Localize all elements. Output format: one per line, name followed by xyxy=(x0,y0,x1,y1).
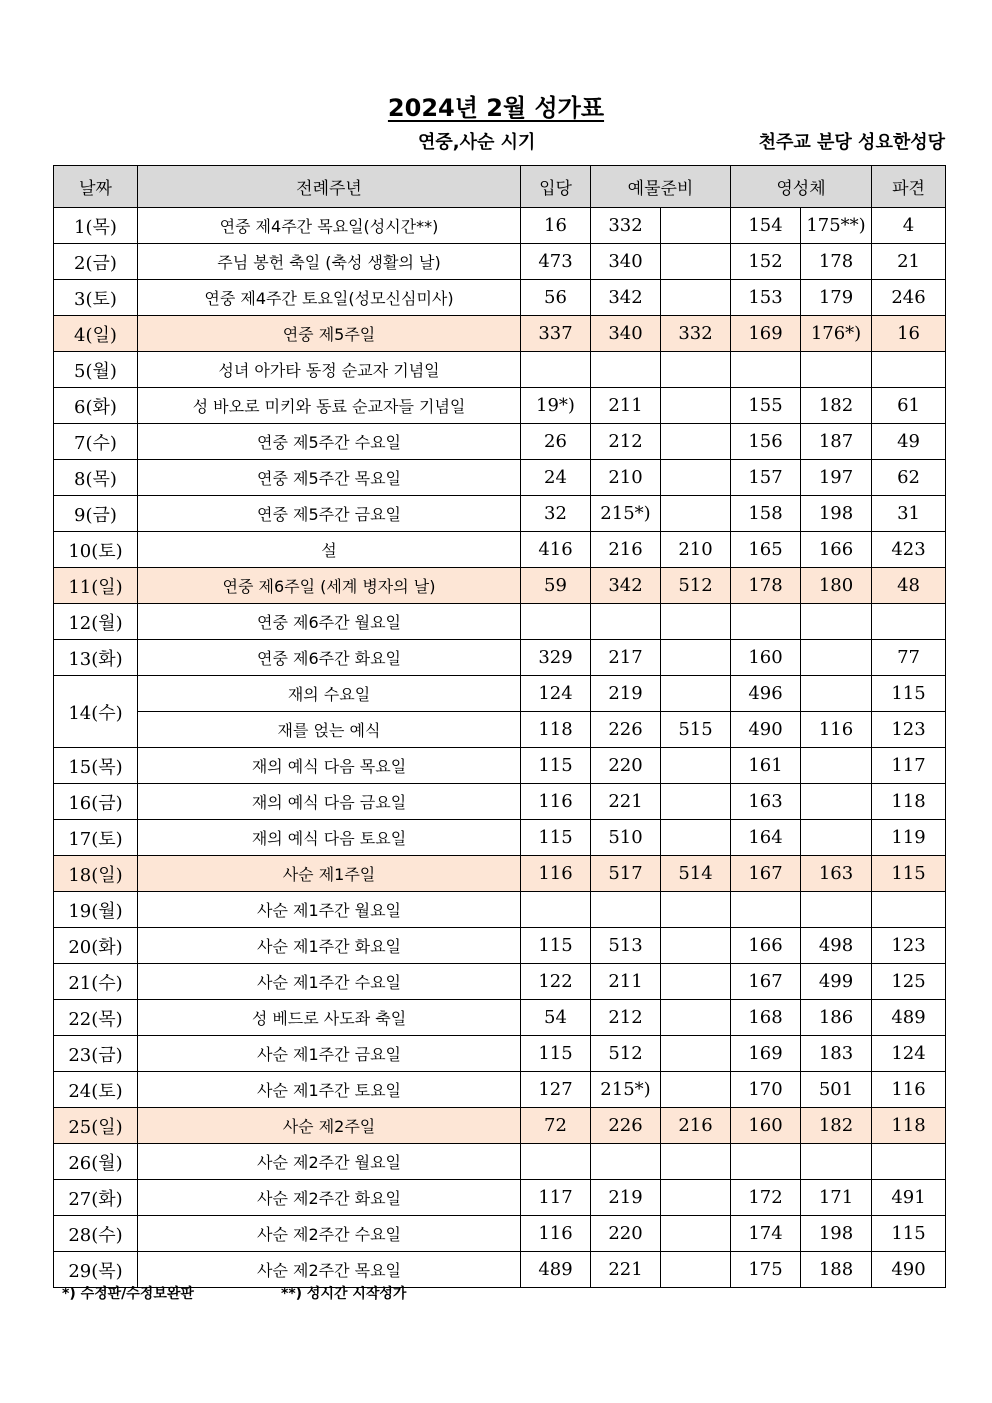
table-row xyxy=(54,640,946,676)
date-cell: 12(월) xyxy=(54,604,138,640)
communion-hymn-2 xyxy=(801,748,872,784)
dismissal-hymn: 49 xyxy=(872,424,946,460)
liturgy-cell: 연중 제6주간 화요일 xyxy=(138,640,521,676)
communion-hymn-1: 163 xyxy=(731,784,801,820)
communion-hymn-2 xyxy=(801,604,872,640)
entrance-hymn: 115 xyxy=(521,748,591,784)
dismissal-hymn: 124 xyxy=(872,1036,946,1072)
communion-hymn-2: 498 xyxy=(801,928,872,964)
date-cell: 21(수) xyxy=(54,964,138,1000)
entrance-hymn: 19*) xyxy=(521,388,591,424)
dismissal-hymn: 48 xyxy=(872,568,946,604)
date-cell: 7(수) xyxy=(54,424,138,460)
offertory-hymn-2 xyxy=(661,604,731,640)
offertory-hymn-2 xyxy=(661,1072,731,1108)
entrance-hymn: 489 xyxy=(521,1252,591,1288)
table-row xyxy=(54,532,946,568)
offertory-hymn-1: 332 xyxy=(591,208,661,244)
communion-hymn-2: 180 xyxy=(801,568,872,604)
dismissal-hymn xyxy=(872,352,946,388)
entrance-hymn: 116 xyxy=(521,1216,591,1252)
offertory-hymn-2 xyxy=(661,388,731,424)
date-cell: 16(금) xyxy=(54,784,138,820)
dismissal-hymn: 115 xyxy=(872,1216,946,1252)
dismissal-hymn: 118 xyxy=(872,1108,946,1144)
entrance-hymn: 416 xyxy=(521,532,591,568)
dismissal-hymn: 117 xyxy=(872,748,946,784)
communion-hymn-2: 183 xyxy=(801,1036,872,1072)
liturgy-cell: 사순 제2주간 목요일 xyxy=(138,1252,521,1288)
liturgy-cell: 성녀 아가타 동정 순교자 기념일 xyxy=(138,352,521,388)
communion-hymn-1 xyxy=(731,352,801,388)
liturgy-cell: 연중 제6주간 월요일 xyxy=(138,604,521,640)
communion-hymn-1: 169 xyxy=(731,316,801,352)
offertory-hymn-1: 220 xyxy=(591,1216,661,1252)
dismissal-hymn: 61 xyxy=(872,388,946,424)
schedule-body xyxy=(54,208,946,1288)
table-row xyxy=(54,244,946,280)
dismissal-hymn: 123 xyxy=(872,928,946,964)
communion-hymn-2 xyxy=(801,676,872,712)
communion-hymn-2: 197 xyxy=(801,460,872,496)
communion-hymn-1: 174 xyxy=(731,1216,801,1252)
offertory-hymn-2 xyxy=(661,1216,731,1252)
offertory-hymn-1: 512 xyxy=(591,1036,661,1072)
header-offertory: 예물준비 xyxy=(591,166,731,208)
communion-hymn-2: 186 xyxy=(801,1000,872,1036)
date-cell: 3(토) xyxy=(54,280,138,316)
offertory-hymn-2 xyxy=(661,892,731,928)
date-cell: 28(수) xyxy=(54,1216,138,1252)
dismissal-hymn: 489 xyxy=(872,1000,946,1036)
table-row xyxy=(54,604,946,640)
offertory-hymn-2: 514 xyxy=(661,856,731,892)
entrance-hymn: 115 xyxy=(521,820,591,856)
communion-hymn-1: 175 xyxy=(731,1252,801,1288)
offertory-hymn-1: 221 xyxy=(591,1252,661,1288)
dismissal-hymn: 115 xyxy=(872,676,946,712)
dismissal-hymn: 115 xyxy=(872,856,946,892)
entrance-hymn: 116 xyxy=(521,784,591,820)
communion-hymn-1: 153 xyxy=(731,280,801,316)
liturgy-cell: 사순 제1주간 토요일 xyxy=(138,1072,521,1108)
liturgy-cell: 성 바오로 미키와 동료 순교자들 기념일 xyxy=(138,388,521,424)
communion-hymn-1: 164 xyxy=(731,820,801,856)
date-cell: 23(금) xyxy=(54,1036,138,1072)
offertory-hymn-1: 226 xyxy=(591,1108,661,1144)
communion-hymn-2: 116 xyxy=(801,712,872,748)
communion-hymn-2: 182 xyxy=(801,1108,872,1144)
dismissal-hymn: 62 xyxy=(872,460,946,496)
offertory-hymn-2 xyxy=(661,1180,731,1216)
offertory-hymn-2 xyxy=(661,496,731,532)
offertory-hymn-1 xyxy=(591,892,661,928)
offertory-hymn-1: 215*) xyxy=(591,496,661,532)
entrance-hymn: 16 xyxy=(521,208,591,244)
entrance-hymn xyxy=(521,892,591,928)
communion-hymn-2: 198 xyxy=(801,1216,872,1252)
table-row xyxy=(54,964,946,1000)
dismissal-hymn: 490 xyxy=(872,1252,946,1288)
communion-hymn-1: 165 xyxy=(731,532,801,568)
header-date: 날짜 xyxy=(54,166,138,208)
liturgy-cell: 사순 제2주간 수요일 xyxy=(138,1216,521,1252)
liturgy-cell: 재의 예식 다음 금요일 xyxy=(138,784,521,820)
liturgy-cell: 사순 제1주간 수요일 xyxy=(138,964,521,1000)
table-row xyxy=(54,568,946,604)
communion-hymn-1: 156 xyxy=(731,424,801,460)
date-cell: 25(일) xyxy=(54,1108,138,1144)
offertory-hymn-1: 217 xyxy=(591,640,661,676)
offertory-hymn-2 xyxy=(661,460,731,496)
liturgy-cell: 사순 제1주간 월요일 xyxy=(138,892,521,928)
table-row xyxy=(54,208,946,244)
communion-hymn-2: 176*) xyxy=(801,316,872,352)
date-cell: 29(목) xyxy=(54,1252,138,1288)
season-subtitle: 연중,사순 시기 xyxy=(418,132,536,153)
communion-hymn-2: 171 xyxy=(801,1180,872,1216)
table-row xyxy=(54,424,946,460)
entrance-hymn: 473 xyxy=(521,244,591,280)
entrance-hymn: 117 xyxy=(521,1180,591,1216)
dismissal-hymn: 423 xyxy=(872,532,946,568)
table-row xyxy=(54,280,946,316)
dismissal-hymn xyxy=(872,892,946,928)
communion-hymn-1: 167 xyxy=(731,856,801,892)
date-cell: 24(토) xyxy=(54,1072,138,1108)
footnote-holy-hour: **) 성시간 시작성가 xyxy=(281,1286,407,1302)
communion-hymn-1: 161 xyxy=(731,748,801,784)
table-row xyxy=(54,1000,946,1036)
date-cell: 18(일) xyxy=(54,856,138,892)
table-row xyxy=(54,388,946,424)
date-cell: 17(토) xyxy=(54,820,138,856)
date-cell: 9(금) xyxy=(54,496,138,532)
table-row xyxy=(54,460,946,496)
table-row xyxy=(54,496,946,532)
offertory-hymn-2 xyxy=(661,964,731,1000)
dismissal-hymn: 491 xyxy=(872,1180,946,1216)
table-row xyxy=(54,352,946,388)
table-row xyxy=(54,1216,946,1252)
date-cell: 1(목) xyxy=(54,208,138,244)
liturgy-cell: 연중 제5주간 금요일 xyxy=(138,496,521,532)
entrance-hymn: 329 xyxy=(521,640,591,676)
offertory-hymn-1: 219 xyxy=(591,1180,661,1216)
communion-hymn-1: 166 xyxy=(731,928,801,964)
offertory-hymn-1 xyxy=(591,1144,661,1180)
liturgy-cell: 사순 제1주간 금요일 xyxy=(138,1036,521,1072)
table-row xyxy=(54,784,946,820)
offertory-hymn-2 xyxy=(661,784,731,820)
offertory-hymn-1: 221 xyxy=(591,784,661,820)
liturgy-cell: 성 베드로 사도좌 축일 xyxy=(138,1000,521,1036)
communion-hymn-2: 178 xyxy=(801,244,872,280)
table-row xyxy=(54,712,946,748)
liturgy-cell: 사순 제1주간 화요일 xyxy=(138,928,521,964)
offertory-hymn-1: 340 xyxy=(591,316,661,352)
liturgy-cell: 설 xyxy=(138,532,521,568)
offertory-hymn-2: 210 xyxy=(661,532,731,568)
dismissal-hymn xyxy=(872,604,946,640)
communion-hymn-2 xyxy=(801,352,872,388)
communion-hymn-1: 155 xyxy=(731,388,801,424)
entrance-hymn: 116 xyxy=(521,856,591,892)
dismissal-hymn xyxy=(872,1144,946,1180)
date-cell: 5(월) xyxy=(54,352,138,388)
table-row xyxy=(54,316,946,352)
liturgy-cell: 연중 제5주일 xyxy=(138,316,521,352)
offertory-hymn-2: 216 xyxy=(661,1108,731,1144)
dismissal-hymn: 4 xyxy=(872,208,946,244)
date-cell: 11(일) xyxy=(54,568,138,604)
offertory-hymn-2 xyxy=(661,1036,731,1072)
communion-hymn-1: 490 xyxy=(731,712,801,748)
date-cell: 8(목) xyxy=(54,460,138,496)
communion-hymn-2: 166 xyxy=(801,532,872,568)
offertory-hymn-1: 220 xyxy=(591,748,661,784)
offertory-hymn-1: 517 xyxy=(591,856,661,892)
table-row xyxy=(54,676,946,712)
communion-hymn-2: 198 xyxy=(801,496,872,532)
hymn-schedule-table xyxy=(53,165,946,1288)
communion-hymn-1: 168 xyxy=(731,1000,801,1036)
header-entrance: 입당 xyxy=(521,166,591,208)
communion-hymn-2: 188 xyxy=(801,1252,872,1288)
date-cell: 19(월) xyxy=(54,892,138,928)
dismissal-hymn: 123 xyxy=(872,712,946,748)
liturgy-cell: 연중 제6주일 (세계 병자의 날) xyxy=(138,568,521,604)
header-communion: 영성체 xyxy=(731,166,872,208)
entrance-hymn: 32 xyxy=(521,496,591,532)
church-name: 천주교 분당 성요한성당 xyxy=(758,132,945,153)
communion-hymn-2: 501 xyxy=(801,1072,872,1108)
entrance-hymn: 122 xyxy=(521,964,591,1000)
offertory-hymn-2 xyxy=(661,1252,731,1288)
communion-hymn-1: 170 xyxy=(731,1072,801,1108)
date-cell: 10(토) xyxy=(54,532,138,568)
offertory-hymn-1: 340 xyxy=(591,244,661,280)
communion-hymn-1: 154 xyxy=(731,208,801,244)
communion-hymn-2 xyxy=(801,640,872,676)
communion-hymn-1: 152 xyxy=(731,244,801,280)
table-row xyxy=(54,1144,946,1180)
header-liturgy: 전례주년 xyxy=(138,166,521,208)
communion-hymn-1 xyxy=(731,892,801,928)
entrance-hymn: 56 xyxy=(521,280,591,316)
communion-hymn-1 xyxy=(731,1144,801,1180)
offertory-hymn-2: 512 xyxy=(661,568,731,604)
table-row xyxy=(54,856,946,892)
offertory-hymn-1: 210 xyxy=(591,460,661,496)
entrance-hymn xyxy=(521,352,591,388)
dismissal-hymn: 31 xyxy=(872,496,946,532)
entrance-hymn xyxy=(521,604,591,640)
offertory-hymn-1: 215*) xyxy=(591,1072,661,1108)
entrance-hymn: 127 xyxy=(521,1072,591,1108)
offertory-hymn-2 xyxy=(661,208,731,244)
communion-hymn-2: 182 xyxy=(801,388,872,424)
offertory-hymn-1: 212 xyxy=(591,424,661,460)
communion-hymn-1: 157 xyxy=(731,460,801,496)
offertory-hymn-2: 332 xyxy=(661,316,731,352)
entrance-hymn xyxy=(521,1144,591,1180)
date-cell: 27(화) xyxy=(54,1180,138,1216)
communion-hymn-1: 160 xyxy=(731,640,801,676)
offertory-hymn-2 xyxy=(661,748,731,784)
communion-hymn-2 xyxy=(801,820,872,856)
liturgy-cell: 재의 수요일 xyxy=(138,676,521,712)
table-row xyxy=(54,892,946,928)
offertory-hymn-2 xyxy=(661,244,731,280)
communion-hymn-1: 496 xyxy=(731,676,801,712)
communion-hymn-1: 178 xyxy=(731,568,801,604)
offertory-hymn-1: 513 xyxy=(591,928,661,964)
date-cell: 6(화) xyxy=(54,388,138,424)
table-row xyxy=(54,1108,946,1144)
liturgy-cell: 연중 제4주간 토요일(성모신심미사) xyxy=(138,280,521,316)
date-cell: 20(화) xyxy=(54,928,138,964)
liturgy-cell: 재의 예식 다음 토요일 xyxy=(138,820,521,856)
liturgy-cell: 재의 예식 다음 목요일 xyxy=(138,748,521,784)
date-cell: 26(월) xyxy=(54,1144,138,1180)
offertory-hymn-2 xyxy=(661,280,731,316)
date-cell: 22(목) xyxy=(54,1000,138,1036)
table-row xyxy=(54,1072,946,1108)
communion-hymn-1: 160 xyxy=(731,1108,801,1144)
offertory-hymn-2 xyxy=(661,928,731,964)
offertory-hymn-1: 211 xyxy=(591,388,661,424)
offertory-hymn-1: 212 xyxy=(591,1000,661,1036)
offertory-hymn-1: 226 xyxy=(591,712,661,748)
offertory-hymn-1: 219 xyxy=(591,676,661,712)
communion-hymn-2: 175**) xyxy=(801,208,872,244)
table-row xyxy=(54,1180,946,1216)
liturgy-cell: 재를 얹는 예식 xyxy=(138,712,521,748)
offertory-hymn-1: 510 xyxy=(591,820,661,856)
liturgy-cell: 주님 봉헌 축일 (축성 생활의 날) xyxy=(138,244,521,280)
entrance-hymn: 115 xyxy=(521,1036,591,1072)
entrance-hymn: 124 xyxy=(521,676,591,712)
page-title: 2024년 2월 성가표 xyxy=(387,94,605,122)
communion-hymn-2: 179 xyxy=(801,280,872,316)
table-row xyxy=(54,1036,946,1072)
offertory-hymn-1 xyxy=(591,352,661,388)
liturgy-cell: 사순 제1주일 xyxy=(138,856,521,892)
communion-hymn-1: 172 xyxy=(731,1180,801,1216)
dismissal-hymn: 119 xyxy=(872,820,946,856)
offertory-hymn-1: 211 xyxy=(591,964,661,1000)
liturgy-cell: 사순 제2주일 xyxy=(138,1108,521,1144)
offertory-hymn-1: 342 xyxy=(591,568,661,604)
offertory-hymn-2 xyxy=(661,1144,731,1180)
liturgy-cell: 사순 제2주간 월요일 xyxy=(138,1144,521,1180)
communion-hymn-2: 187 xyxy=(801,424,872,460)
offertory-hymn-2 xyxy=(661,1000,731,1036)
entrance-hymn: 54 xyxy=(521,1000,591,1036)
dismissal-hymn: 77 xyxy=(872,640,946,676)
offertory-hymn-1: 342 xyxy=(591,280,661,316)
communion-hymn-2 xyxy=(801,892,872,928)
header-dismissal: 파견 xyxy=(872,166,946,208)
liturgy-cell: 연중 제4주간 목요일(성시간**) xyxy=(138,208,521,244)
offertory-hymn-1: 216 xyxy=(591,532,661,568)
communion-hymn-1: 167 xyxy=(731,964,801,1000)
footnote-revised: *) 수정판/수정보완판 xyxy=(62,1286,194,1302)
dismissal-hymn: 125 xyxy=(872,964,946,1000)
offertory-hymn-2 xyxy=(661,676,731,712)
entrance-hymn: 337 xyxy=(521,316,591,352)
communion-hymn-1 xyxy=(731,604,801,640)
communion-hymn-1: 158 xyxy=(731,496,801,532)
communion-hymn-2: 499 xyxy=(801,964,872,1000)
date-cell: 13(화) xyxy=(54,640,138,676)
offertory-hymn-1 xyxy=(591,604,661,640)
table-row xyxy=(54,820,946,856)
entrance-hymn: 59 xyxy=(521,568,591,604)
offertory-hymn-2 xyxy=(661,424,731,460)
table-row xyxy=(54,748,946,784)
date-cell: 4(일) xyxy=(54,316,138,352)
communion-hymn-1: 169 xyxy=(731,1036,801,1072)
entrance-hymn: 72 xyxy=(521,1108,591,1144)
entrance-hymn: 24 xyxy=(521,460,591,496)
dismissal-hymn: 246 xyxy=(872,280,946,316)
header-row xyxy=(54,166,946,208)
offertory-hymn-2 xyxy=(661,352,731,388)
date-cell: 15(목) xyxy=(54,748,138,784)
communion-hymn-2 xyxy=(801,784,872,820)
dismissal-hymn: 21 xyxy=(872,244,946,280)
table-row xyxy=(54,928,946,964)
date-cell: 2(금) xyxy=(54,244,138,280)
liturgy-cell: 연중 제5주간 수요일 xyxy=(138,424,521,460)
liturgy-cell: 연중 제5주간 목요일 xyxy=(138,460,521,496)
offertory-hymn-2 xyxy=(661,820,731,856)
communion-hymn-2 xyxy=(801,1144,872,1180)
offertory-hymn-2: 515 xyxy=(661,712,731,748)
entrance-hymn: 115 xyxy=(521,928,591,964)
dismissal-hymn: 118 xyxy=(872,784,946,820)
entrance-hymn: 118 xyxy=(521,712,591,748)
entrance-hymn: 26 xyxy=(521,424,591,460)
liturgy-cell: 사순 제2주간 화요일 xyxy=(138,1180,521,1216)
communion-hymn-2: 163 xyxy=(801,856,872,892)
date-cell: 14(수) xyxy=(54,676,138,748)
dismissal-hymn: 16 xyxy=(872,316,946,352)
offertory-hymn-2 xyxy=(661,640,731,676)
dismissal-hymn: 116 xyxy=(872,1072,946,1108)
